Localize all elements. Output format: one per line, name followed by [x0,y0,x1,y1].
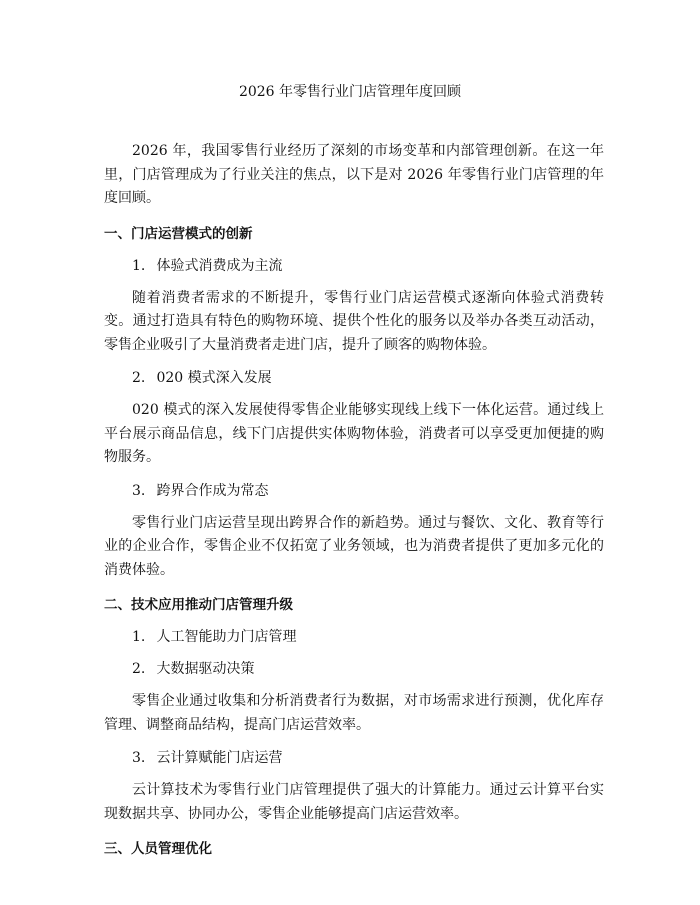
section-heading: 三、人员管理优化 [104,841,212,857]
subsection-title: 大数据驱动决策 [156,661,255,677]
subsection-paragraph: 020 模式的深入发展使得零售企业能够实现线上线下一体化运营。通过线上平台展示商品信息，线下门店提供实体购物体验，消费者可以享受更加便捷的购物服务。 [104,402,604,465]
subsection-number: 3. [132,482,146,499]
subsection-heading [104,658,604,680]
subsection-heading [104,626,604,648]
intro-paragraph: 2026 年，我国零售行业经历了深刻的市场变革和内部管理创新。在这一年里，门店管理成为了行业关注的焦点，以下是对 2026 年零售行业门店管理的年度回顾。 [104,143,604,206]
subsection-title: 跨界合作成为常态 [156,482,269,499]
subsection-heading [104,480,604,502]
subsection-paragraph: 零售行业门店运营呈现出跨界合作的新趋势。通过与餐饮、文化、教育等行业的企业合作，零售企业不仅拓宽了业务领域，也为消费者提供了更加多元化的消费体验。 [104,514,604,578]
subsection-heading [104,367,604,389]
document-body [104,140,604,870]
subsection-title: 人工智能助力门店管理 [156,629,297,645]
subsection-number: 2. [132,661,146,677]
subsection-paragraph: 零售企业通过收集和分析消费者行为数据，对市场需求进行预测，优化库存管理、调整商品结构，提高门店运营效率。 [104,693,604,733]
subsection-title: 020 模式深入发展 [156,370,272,386]
subsection-number: 3. [132,750,146,766]
document-title: 2026 年零售行业门店管理年度回顾 [238,84,462,100]
subsection-paragraph: 随着消费者需求的不断提升，零售行业门店运营模式逐渐向体验式消费转变。通过打造具有特色的购物环境、提供个性化的服务以及举办各类互动活动，零售企业吸引了大量消费者走进门店，提升了顾客的购物体验。 [104,289,604,353]
subsection-paragraph: 云计算技术为零售行业门店管理提供了强大的计算能力。通过云计算平台实现数据共享、协同办公，零售企业能够提高门店运营效率。 [104,782,604,822]
subsection-number: 1. [132,257,146,274]
section-heading: 一、门店运营模式的创新 [104,225,253,242]
subsection-title: 云计算赋能门店运营 [156,750,283,766]
section-heading: 二、技术应用推动门店管理升级 [104,597,293,613]
subsection-title: 体验式消费成为主流 [156,257,283,274]
subsection-heading [104,255,604,277]
subsection-number: 1. [132,629,146,645]
subsection-number: 2. [132,370,146,386]
subsection-heading [104,747,604,769]
